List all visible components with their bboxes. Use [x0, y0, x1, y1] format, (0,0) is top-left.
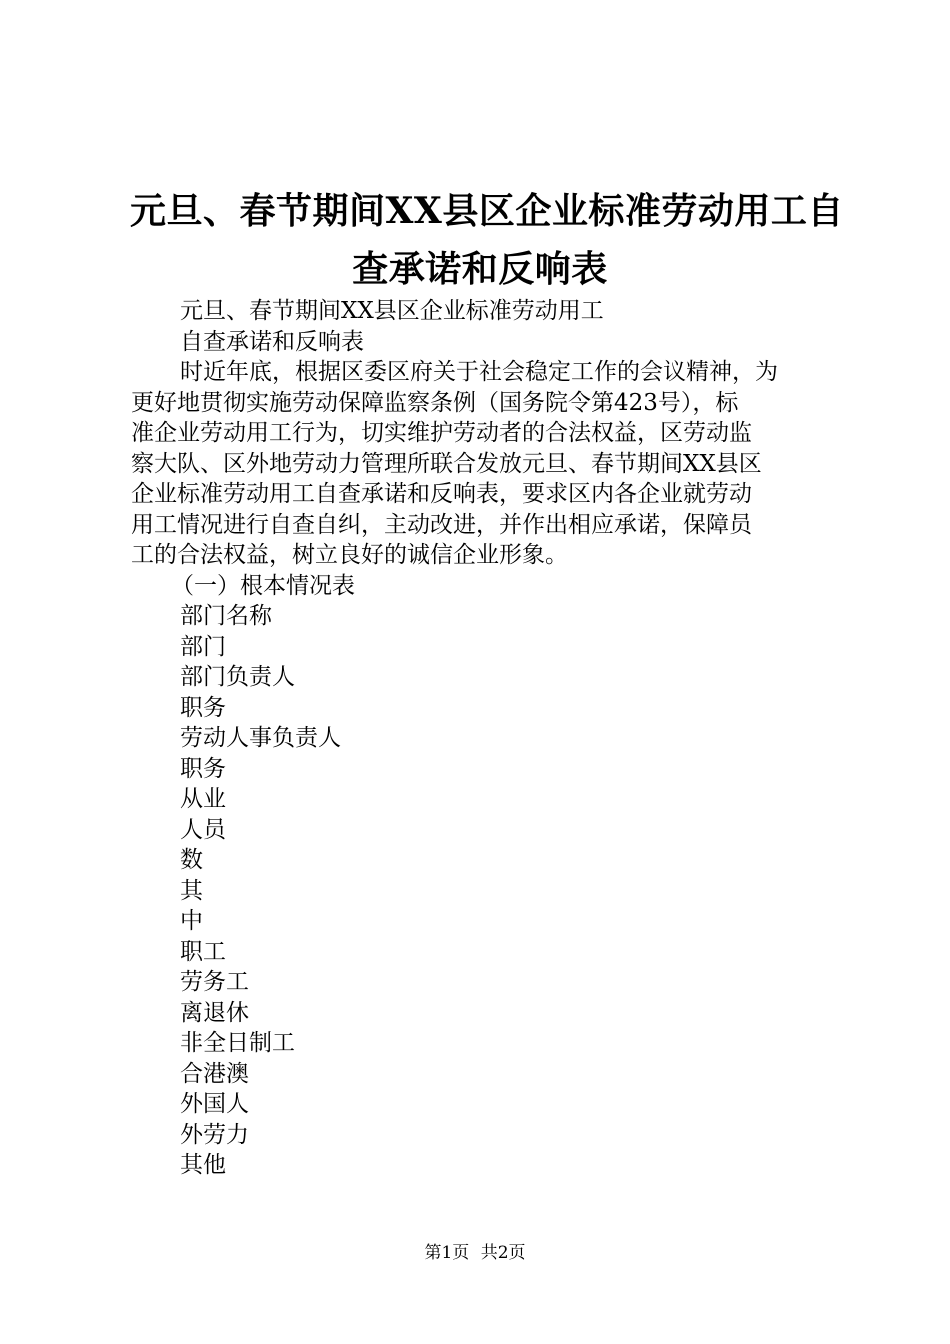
- section-heading: （一）根本情况表: [171, 572, 355, 599]
- paragraph-line: 察大队、区外地劳动力管理所联合发放元旦、春节期间XX县区: [131, 450, 762, 477]
- page-number: 第1页: [424, 1243, 470, 1263]
- basic-info-list: [131, 601, 831, 1181]
- document-body: [131, 296, 831, 1181]
- list-item: 部门名称: [180, 603, 272, 629]
- list-item: 其他: [180, 1152, 226, 1178]
- list-item: 劳动人事负责人: [180, 725, 341, 751]
- list-item: 劳务工: [180, 969, 249, 995]
- list-item: 数: [180, 847, 203, 873]
- paragraph-line: 时近年底，根据区委区府关于社会稳定工作的会议精神，为: [180, 359, 778, 385]
- title-line-1: 元旦、春节期间XX县区企业标准劳动用工自: [130, 190, 844, 232]
- list-item: 中: [180, 908, 203, 934]
- title-line-2: 查承诺和反响表: [352, 248, 608, 290]
- list-item: 离退休: [180, 999, 249, 1026]
- list-item: 合港澳: [180, 1060, 249, 1087]
- list-item: 人员: [180, 816, 226, 843]
- list-item: 非全日制工: [180, 1030, 295, 1056]
- subtitle-line-1: 元旦、春节期间XX县区企业标准劳动用工: [180, 298, 604, 324]
- intro-paragraph: [131, 357, 831, 571]
- paragraph-line: 工的合法权益，树立良好的诚信企业形象。: [131, 542, 568, 568]
- list-item: 其: [180, 877, 203, 904]
- list-item: 部门: [180, 633, 226, 660]
- subtitle-line-2: 自查承诺和反响表: [180, 328, 364, 355]
- paragraph-line: 用工情况进行自查自纠，主动改进，并作出相应承诺，保障员: [131, 511, 752, 538]
- list-item: 外劳力: [180, 1121, 249, 1148]
- list-item: 从业: [180, 786, 226, 812]
- paragraph-line: 企业标准劳动用工自查承诺和反响表，要求区内各企业就劳动: [131, 481, 752, 507]
- list-item: 职务: [180, 755, 226, 782]
- paragraph-line: 准企业劳动用工行为，切实维护劳动者的合法权益，区劳动监: [131, 420, 752, 446]
- list-item: 外国人: [180, 1091, 249, 1117]
- page-footer: [0, 1241, 950, 1265]
- list-item: 职务: [180, 694, 226, 721]
- list-item: 职工: [180, 938, 226, 965]
- document-title: [130, 182, 844, 298]
- list-item: 部门负责人: [180, 664, 295, 690]
- paragraph-line: 更好地贯彻实施劳动保障监察条例（国务院令第423号），标: [131, 389, 739, 416]
- page-total: 共2页: [480, 1243, 526, 1263]
